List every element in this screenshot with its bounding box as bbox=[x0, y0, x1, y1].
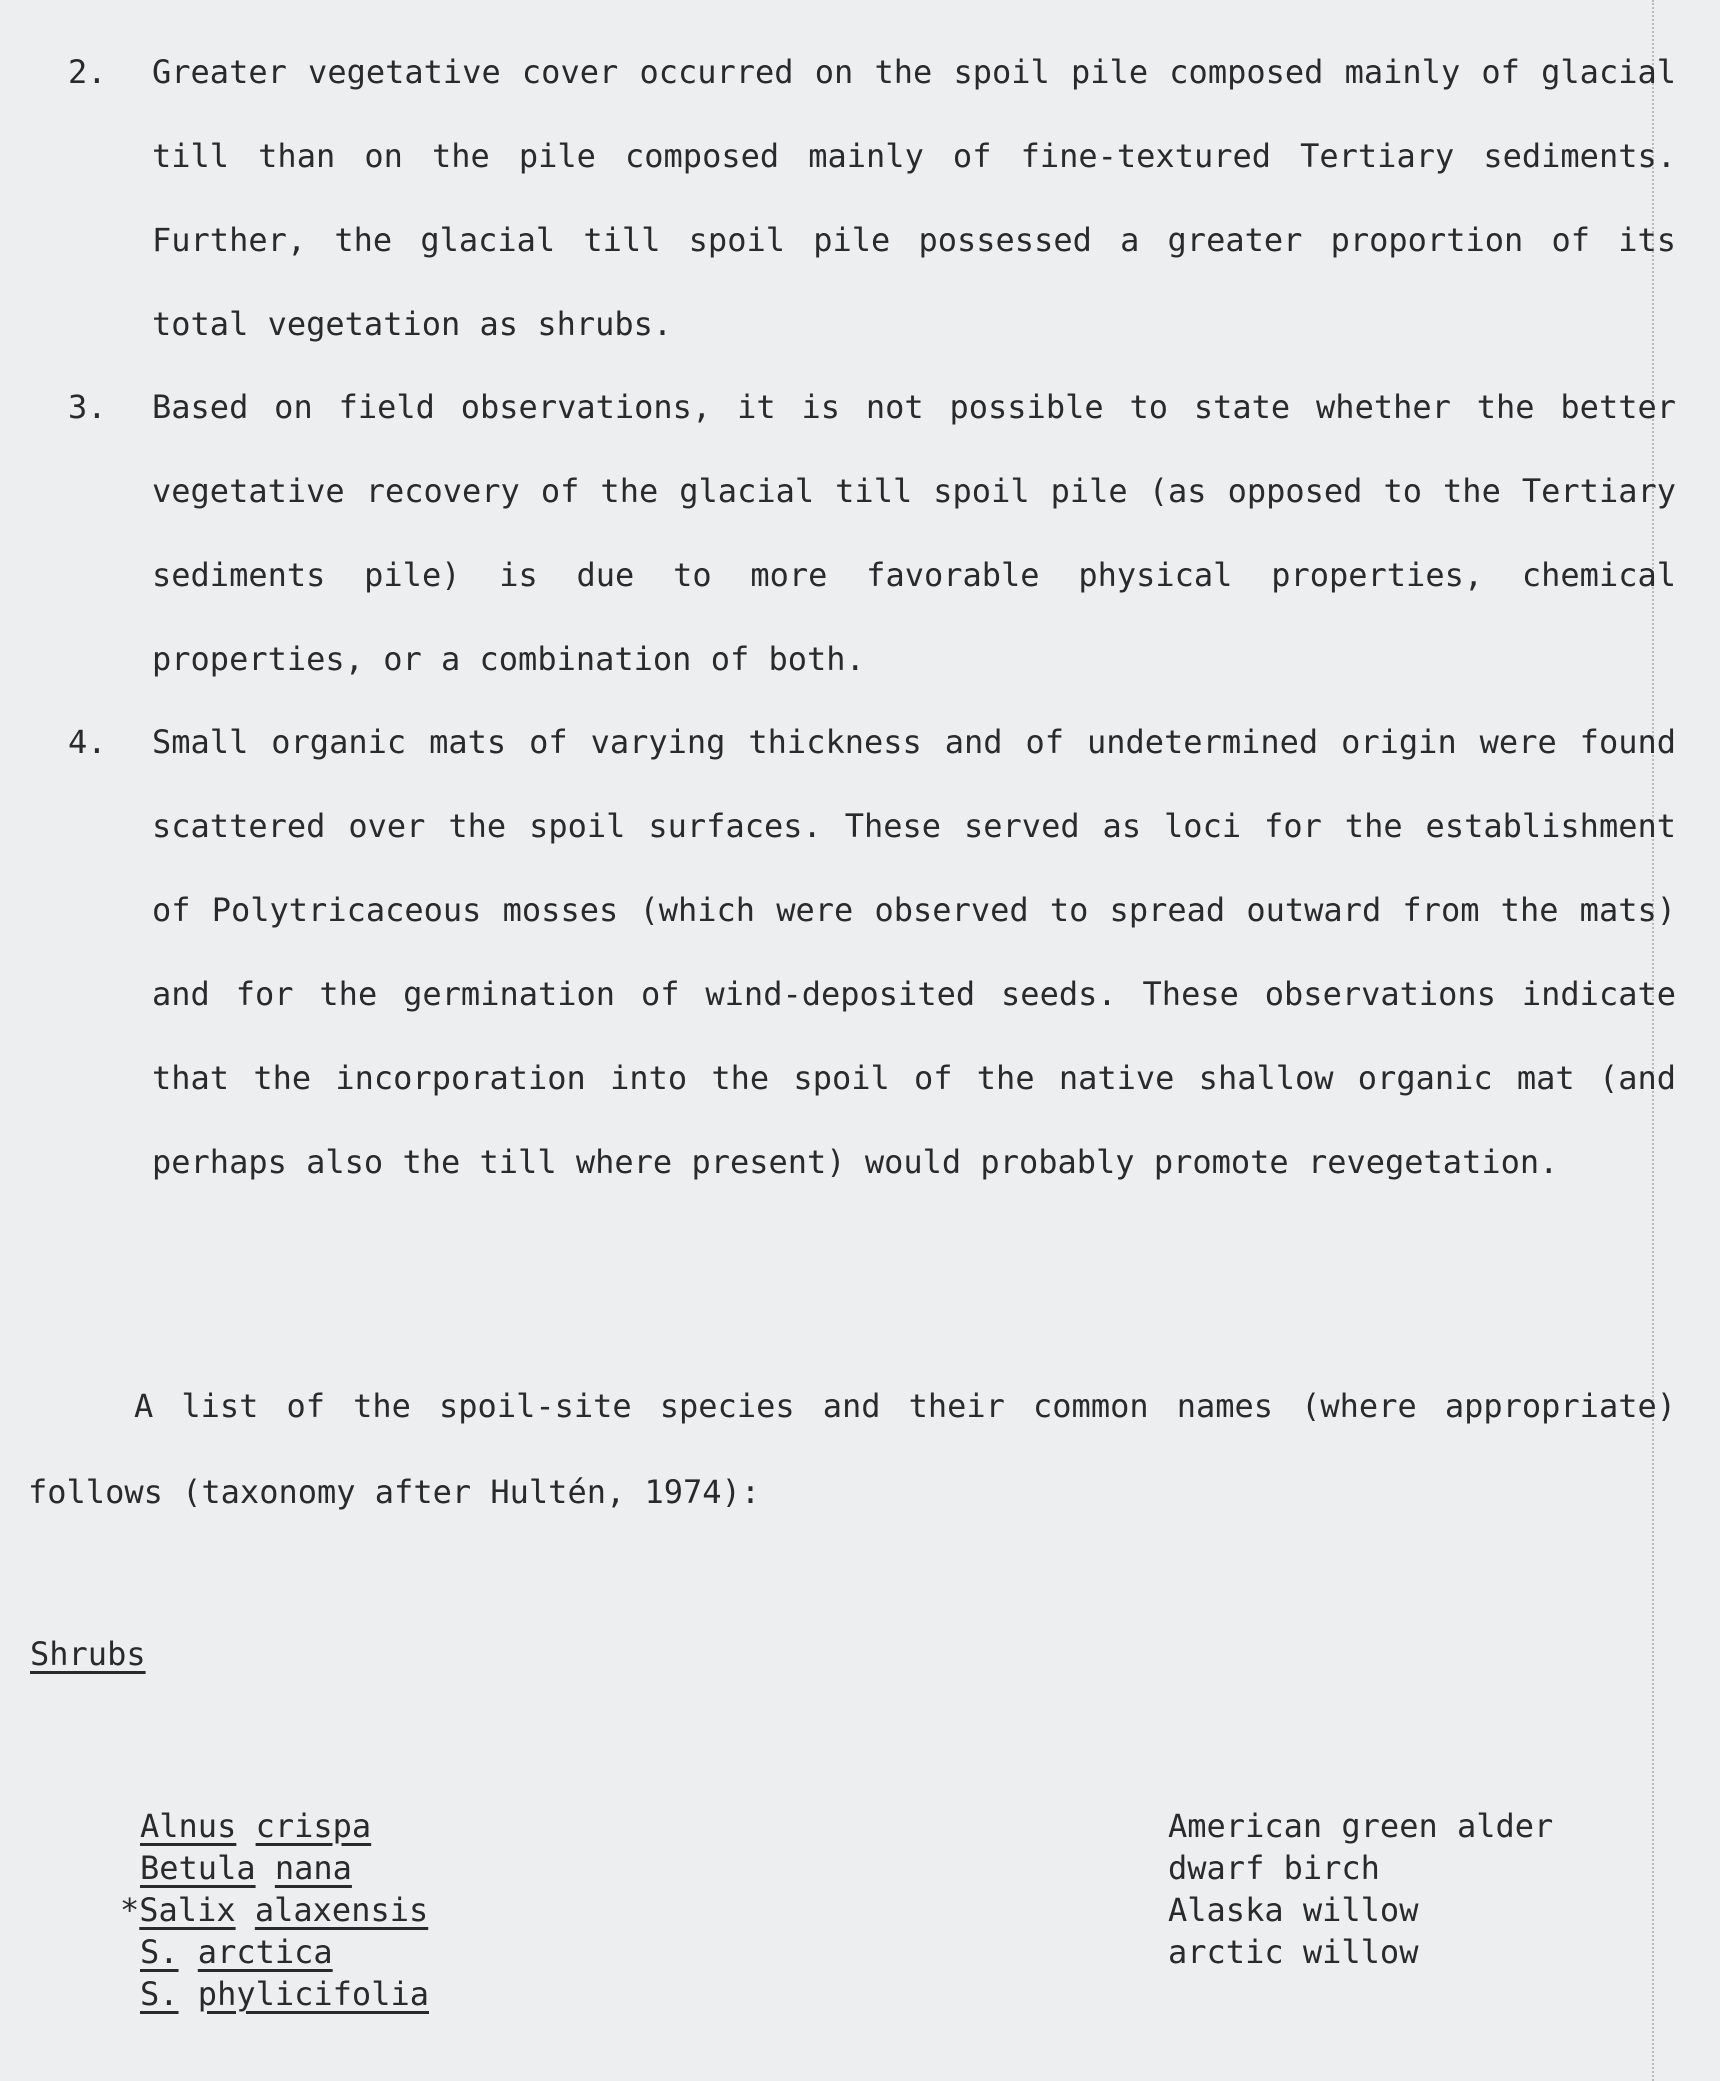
item-text: Greater vegetative cover occurred on the spoil pile composed mainly of glacial till than on the pile composed mainly of fine-textured Tertiary sediments. Further, the glacial till spoil pile possessed a greater proportion of its total vegetation as shrubs. bbox=[152, 53, 1676, 343]
epithet: alaxensis bbox=[254, 1891, 429, 1929]
common-name: arctic willow bbox=[1168, 1933, 1419, 1971]
common-names-list bbox=[1168, 1805, 1553, 1973]
genus: Salix bbox=[139, 1891, 236, 1929]
intro-paragraph: A list of the spoil-site species and their common names (where appropriate) follows (taxonomy after Hultén, 1974): bbox=[28, 1387, 1676, 1511]
genus: S. bbox=[140, 1933, 179, 1971]
asterisk: * bbox=[120, 1891, 140, 1929]
common-name: Alaska willow bbox=[1168, 1891, 1419, 1929]
epithet: arctica bbox=[197, 1933, 333, 1971]
common-name: dwarf birch bbox=[1168, 1849, 1380, 1887]
epithet: nana bbox=[274, 1849, 352, 1887]
epithet: phylicifolia bbox=[197, 1975, 429, 2013]
genus: S. bbox=[140, 1975, 179, 2013]
item-number: 4. bbox=[68, 723, 107, 761]
item-number: 2. bbox=[68, 53, 107, 91]
item-text: Based on field observations, it is not possible to state whether the better vegetative recovery of the glacial till spoil pile (as opposed to the Tertiary sediments pile) is due to more favorable physical properties, chemical properties, or a combination of both. bbox=[152, 388, 1676, 678]
item-text: Small organic mats of varying thickness and of undetermined origin were found scattered over the spoil surfaces. These served as loci for the establishment of Polytricaceous mosses (which were observed to spread outward from the mats) and for the germination of wind-deposited seeds. These observations indicate that the incorporation into the spoil of the native shallow organic mat (and perhaps also the till where present) would probably promote revegetation. bbox=[152, 723, 1676, 1181]
species-row bbox=[140, 1973, 429, 2015]
species-list bbox=[120, 1805, 429, 2015]
species-row bbox=[140, 1931, 429, 1973]
section-heading-shrubs: Shrubs bbox=[30, 1635, 146, 1673]
item-number: 3. bbox=[68, 388, 107, 426]
species-row bbox=[140, 1805, 429, 1847]
genus: Betula bbox=[140, 1849, 256, 1887]
species-row bbox=[140, 1847, 429, 1889]
epithet: crispa bbox=[255, 1807, 372, 1845]
species-row bbox=[120, 1889, 429, 1931]
common-name: American green alder bbox=[1168, 1807, 1554, 1845]
genus: Alnus bbox=[140, 1807, 237, 1845]
